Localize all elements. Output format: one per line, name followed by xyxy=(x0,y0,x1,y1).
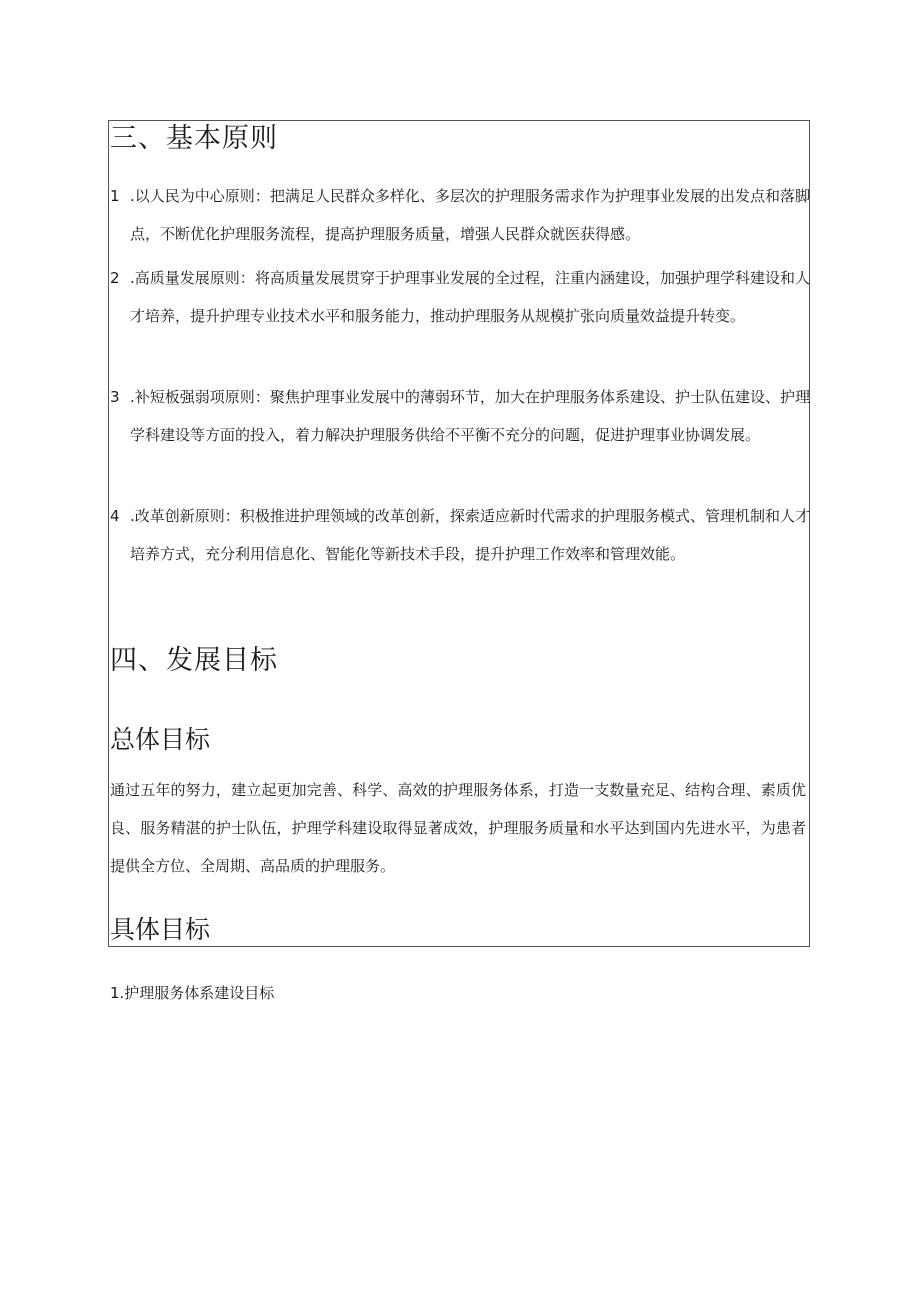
section-4-heading: 四、发展目标 xyxy=(110,645,278,676)
principle-item-text: .补短板强弱项原则：聚焦护理事业发展中的薄弱环节，加大在护理服务体系建设、护士队伍建设、护理学科建设等方面的投入，着力解决护理服务供给不平衡不充分的问题，促进护理事业协调发展。 xyxy=(130,388,810,444)
principle-item-text: .高质量发展原则：将高质量发展贯穿于护理事业发展的全过程，注重内涵建设，加强护理学科建设和人才培养，提升护理专业技术水平和服务能力，推动护理服务从规模扩张向质量效益提升转变。 xyxy=(130,269,810,325)
principle-item-number: 4 xyxy=(110,507,120,525)
section-3-heading: 三、基本原则 xyxy=(110,123,278,154)
overall-goal-heading: 总体目标 xyxy=(110,725,211,754)
principle-item-number: 2 xyxy=(110,269,120,287)
principle-item-text: .以人民为中心原则：把满足人民群众多样化、多层次的护理服务需求作为护理事业发展的出发点和落脚点，不断优化护理服务流程，提高护理服务质量，增强人民群众就医获得感。 xyxy=(130,187,810,243)
principle-item-number: 3 xyxy=(110,388,120,406)
principle-item-number: 1 xyxy=(110,187,120,205)
overall-goal-text: 通过五年的努力，建立起更加完善、科学、高效的护理服务体系，打造一支数量充足、结构合理、素质优良、服务精湛的护士队伍，护理学科建设取得显著成效，护理服务质量和水平达到国内先进水平，为患者提供全方位、全周期、高品质的护理服务。 xyxy=(110,781,806,875)
specific-goal-heading: 具体目标 xyxy=(110,915,211,944)
sub-goal-1-heading: 1.护理服务体系建设目标 xyxy=(110,984,275,1002)
principle-item-text: .改革创新原则：积极推进护理领域的改革创新，探索适应新时代需求的护理服务模式、管理机制和人才培养方式，充分利用信息化、智能化等新技术手段，提升护理工作效率和管理效能。 xyxy=(130,507,810,563)
